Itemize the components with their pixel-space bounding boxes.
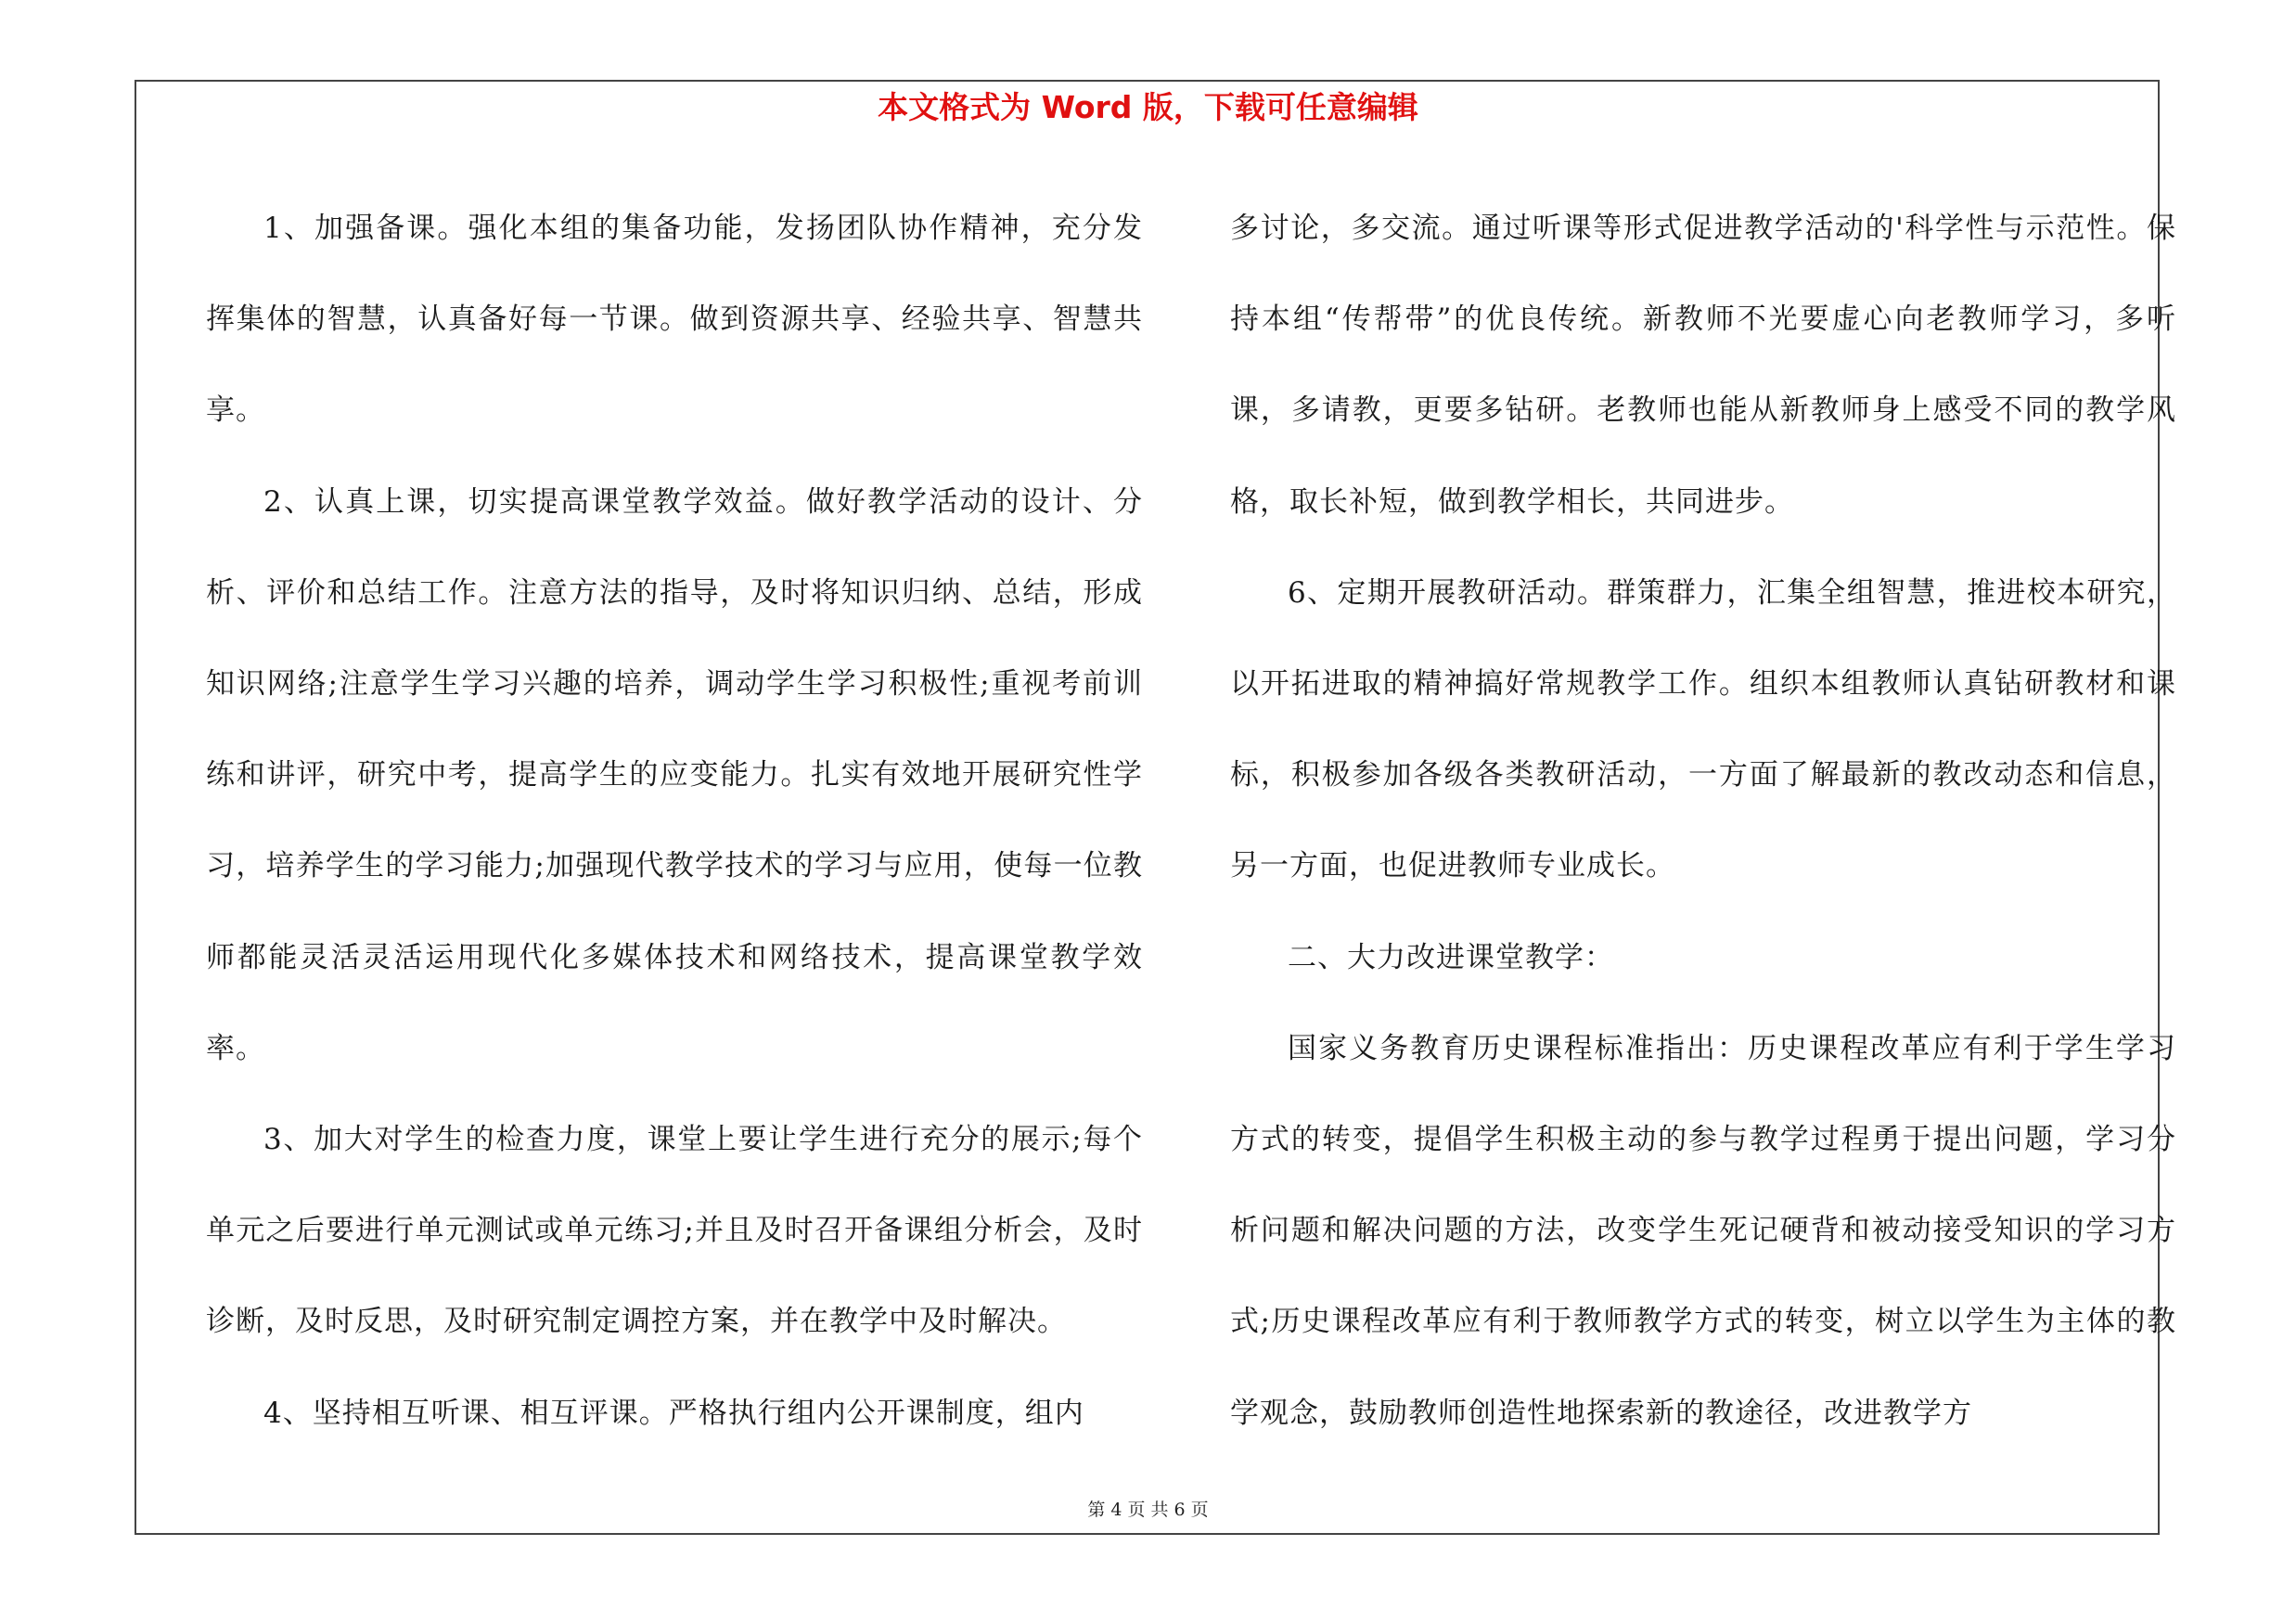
page-number-footer: 第 4 页 共 6 页 bbox=[1087, 1500, 1209, 1520]
paragraph-lesson-preparation: 1、加强备课。强化本组的集备功能，发扬团队协作精神，充分发挥集体的智慧，认真备好每一节课。做到资源共享、经验共享、智慧共享。 bbox=[206, 212, 1143, 428]
paragraph-classroom-teaching: 2、认真上课，切实提高课堂教学效益。做好教学活动的设计、分析、评价和总结工作。注意方法的指导，及时将知识归纳、总结，形成知识网络;注意学生学习兴趣的培养，调动学生学习积极性;重视考前训练和讲评，研究中考，提高学生的应变能力。扎实有效地开展研究性学习，培养学生的学习能力;加强现代教学技术的学习与应用，使每一位教师都能灵活灵活运用现代化多媒体技术和网络技术，提高课堂教学效率。 bbox=[206, 484, 1143, 1065]
left-text-column bbox=[206, 183, 1143, 1459]
paragraph-student-checking: 3、加大对学生的检查力度，课堂上要让学生进行充分的展示;每个单元之后要进行单元测试或单元练习;并且及时召开备课组分析会，及时诊断，及时反思，及时研究制定调控方案，并在教学中及时解决。 bbox=[206, 1123, 1143, 1339]
paragraph-curriculum-standard: 国家义务教育历史课程标准指出：历史课程改革应有利于学生学习方式的转变，提倡学生积极主动的参与教学过程勇于提出问题，学习分析问题和解决问题的方法，改变学生死记硬背和被动接受知识的学习方式;历史课程改革应有利于教师教学方式的转变，树立以学生为主体的教学观念，鼓励教师创造性地探索新的教途径，改进教学方 bbox=[1230, 1031, 2176, 1430]
section-heading-improve-teaching: 二、大力改进课堂教学： bbox=[1288, 940, 1614, 974]
paragraph-mutual-lesson-observation: 4、坚持相互听课、相互评课。严格执行组内公开课制度，组内 bbox=[263, 1396, 1084, 1430]
word-format-banner: 本文格式为 Word 版，下载可任意编辑 bbox=[878, 89, 1418, 125]
right-text-column bbox=[1230, 183, 2176, 1459]
paragraph-teaching-research: 6、定期开展教研活动。群策群力，汇集全组智慧，推进校本研究，以开拓进取的精神搞好常规教学工作。组织本组教师认真钻研教材和课标，积极参加各级各类教研活动，一方面了解最新的教改动态和信息，另一方面，也促进教师专业成长。 bbox=[1230, 575, 2176, 883]
paragraph-mutual-lesson-observation-continued: 多讨论，多交流。通过听课等形式促进教学活动的'科学性与示范性。保持本组“传帮带”的优良传统。新教师不光要虚心向老教师学习，多听课，多请教，更要多钻研。老教师也能从新教师身上感受不同的教学风格，取长补短，做到教学相长，共同进步。 bbox=[1230, 212, 2176, 519]
